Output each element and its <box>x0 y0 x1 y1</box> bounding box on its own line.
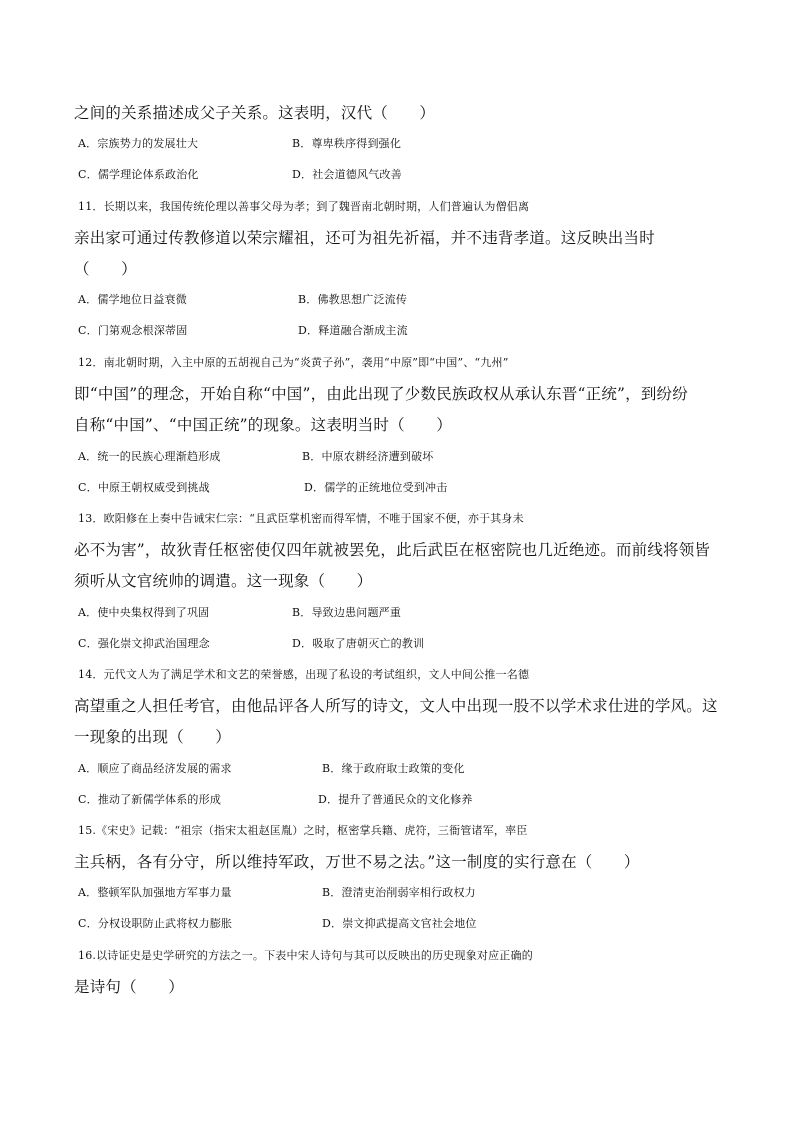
question-10-option-c[interactable]: C．儒学理论体系政治化 <box>78 168 199 181</box>
question-13-stem-line-3: 须听从文官统帅的调遣。这一现象（ ） <box>74 572 373 590</box>
question-11-stem-line-2: 亲出家可通过传教修道以荣宗耀祖，还可为祖先祈福，并不违背孝道。这反映出当时 <box>74 229 655 247</box>
question-10-options-row-2 <box>78 165 738 185</box>
question-10-option-d[interactable]: D．社会道德风气改善 <box>292 168 402 181</box>
question-14-options-row-2 <box>78 790 738 810</box>
question-13-stem-line-2: 必不为害”，故狄青任枢密使仅四年就被罢免，此后武臣在枢密院也几近绝迹。而前线将领皆 <box>74 541 711 559</box>
question-13-option-a[interactable]: A．使中央集权得到了巩固 <box>78 606 210 619</box>
question-12-stem-line-3: 自称“中国”、“中国正统”的现象。这表明当时（ ） <box>74 416 452 434</box>
question-13-stem-line-1: 13．欧阳修在上奏中告诫宋仁宗：“且武臣掌机密而得军情，不唯于国家不便，亦于其身未 <box>78 512 524 525</box>
question-15-options-row-2 <box>78 914 738 934</box>
question-14-options-row-1 <box>78 759 738 779</box>
question-11-option-d[interactable]: D．释道融合渐成主流 <box>298 324 408 337</box>
question-10-options-row-1 <box>78 134 738 154</box>
question-14-stem-line-3: 一现象的出现（ ） <box>74 728 232 746</box>
question-12-options-row-2 <box>78 478 738 498</box>
question-11-stem-line-3: （ ） <box>74 260 137 278</box>
question-10-option-a[interactable]: A．宗族势力的发展壮大 <box>78 137 199 150</box>
question-13-options-row-1 <box>78 603 738 623</box>
question-14-option-d[interactable]: D．提升了普通民众的文化修养 <box>318 793 473 806</box>
question-10-option-b[interactable]: B．尊卑秩序得到强化 <box>292 137 402 150</box>
question-11-options-row-2 <box>78 321 738 341</box>
question-14-stem-line-1: 14．元代文人为了满足学术和文艺的荣誉感，出现了私设的考试组织，文人中间公推一名德 <box>78 668 530 681</box>
question-12-stem-line-1: 12．南北朝时期，入主中原的五胡视自己为“炎黄子孙”，袭用“中原”即“中国”、“九州” <box>78 356 509 369</box>
question-13-option-b[interactable]: B．导致边患问题严重 <box>292 606 402 619</box>
question-14-option-a[interactable]: A．顺应了商品经济发展的需求 <box>78 762 232 775</box>
question-12-option-a[interactable]: A．统一的民族心理渐趋形成 <box>78 450 221 463</box>
question-15-option-a[interactable]: A．整顿军队加强地方军事力量 <box>78 886 232 899</box>
question-14-stem-line-2: 高望重之人担任考官，由他品评各人所写的诗文，文人中出现一股不以学术求仕进的学风。这 <box>74 697 718 715</box>
question-13-options-row-2 <box>78 634 738 654</box>
question-10-stem-tail: 之间的关系描述成父子关系。这表明，汉代（ ） <box>74 104 436 122</box>
question-11-option-c[interactable]: C．门第观念根深蒂固 <box>78 324 188 337</box>
question-13-option-c[interactable]: C．强化崇文抑武治国理念 <box>78 637 210 650</box>
question-12-stem-line-2: 即“中国”的理念，开始自称“中国”，由此出现了少数民族政权从承认东晋“正统”，到纷纷 <box>74 385 688 403</box>
question-15-options-row-1 <box>78 883 738 903</box>
question-13-option-d[interactable]: D．吸取了唐朝灭亡的教训 <box>292 637 425 650</box>
question-11-stem-line-1: 11．长期以来，我国传统伦理以善事父母为孝；到了魏晋南北朝时期，人们普遍认为僧侣离 <box>78 200 530 213</box>
question-15-stem-line-2: 主兵柄，各有分守，所以维持军政，万世不易之法。”这一制度的实行意在（ ） <box>74 853 640 871</box>
question-12-option-d[interactable]: D．儒学的正统地位受到冲击 <box>304 481 448 494</box>
question-12-options-row-1 <box>78 447 738 467</box>
question-12-option-c[interactable]: C．中原王朝权威受到挑战 <box>78 481 210 494</box>
question-16-stem-line-1: 16.以诗证史是史学研究的方法之一。下表中宋人诗句与其可以反映出的历史现象对应正确的 <box>78 949 533 962</box>
question-14-option-c[interactable]: C．推动了新儒学体系的形成 <box>78 793 222 806</box>
question-15-stem-line-1: 15.《宋史》记载：“祖宗（指宋太祖赵匡胤）之时，枢密掌兵籍、虎符，三衙管诸军，率臣 <box>78 824 528 837</box>
question-11-options-row-1 <box>78 290 738 310</box>
question-15-option-c[interactable]: C．分权设职防止武将权力膨胀 <box>78 917 233 930</box>
question-11-option-a[interactable]: A．儒学地位日益衰微 <box>78 293 187 306</box>
question-15-option-b[interactable]: B．澄清吏治削弱宰相行政权力 <box>322 886 476 899</box>
question-12-option-b[interactable]: B．中原农耕经济遭到破坏 <box>302 450 434 463</box>
question-16-stem-line-2: 是诗句（ ） <box>74 978 184 996</box>
question-11-option-b[interactable]: B．佛教思想广泛流传 <box>298 293 408 306</box>
question-15-option-d[interactable]: D．崇文抑武提高文官社会地位 <box>322 917 477 930</box>
question-14-option-b[interactable]: B．缘于政府取士政策的变化 <box>322 762 465 775</box>
